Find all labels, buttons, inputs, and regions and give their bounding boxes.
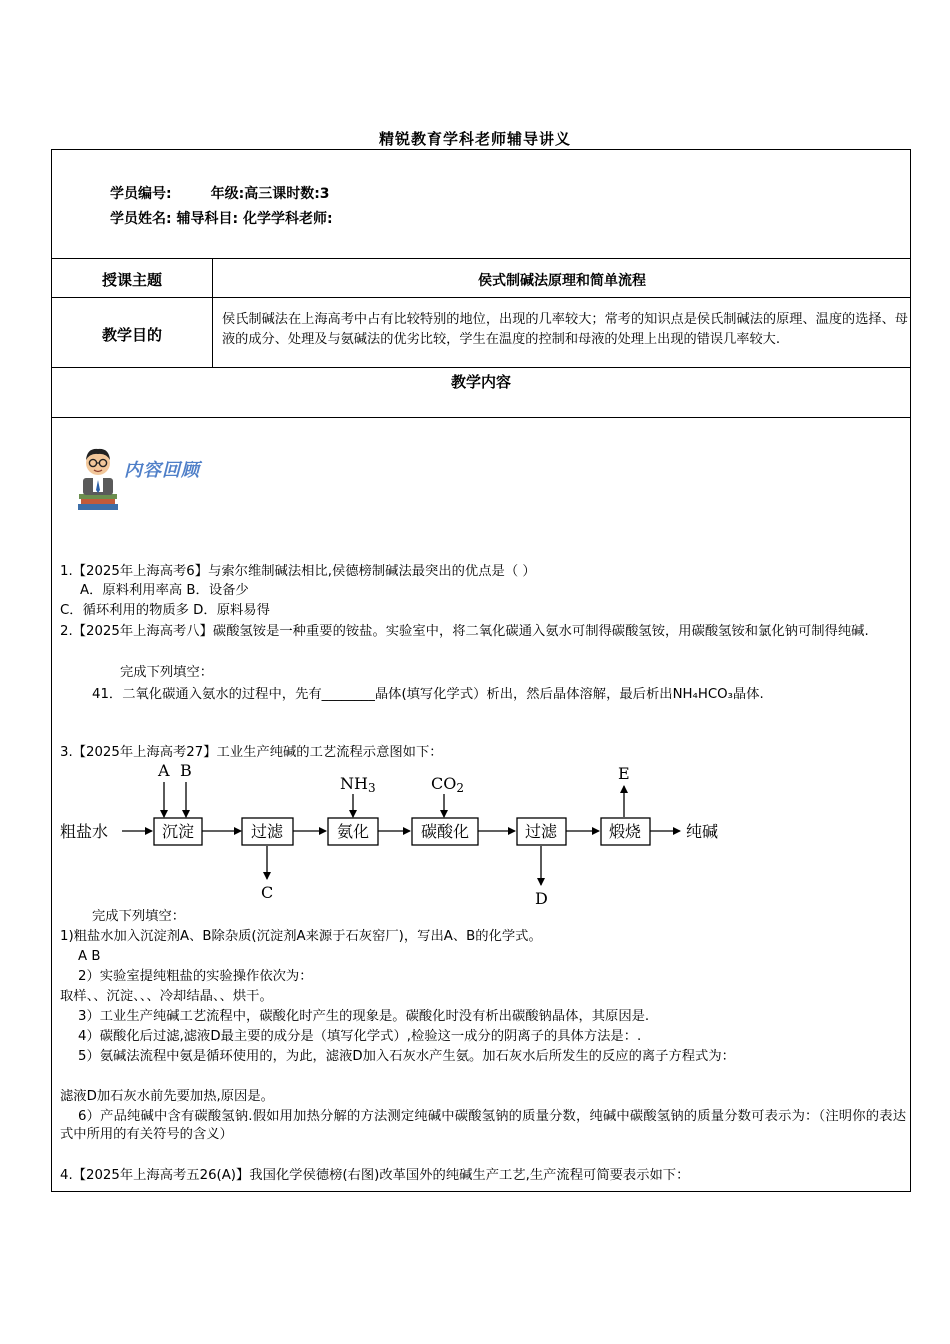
flow-end: 纯碱: [686, 822, 719, 841]
flow-step-2: 过滤: [251, 822, 284, 841]
page-title: 精锐教育学科老师辅导讲义: [378, 130, 571, 148]
divider: [52, 417, 910, 418]
purpose-text: 侯氏制碱法在上海高考中占有比较特别的地位，出现的几率较大；常考的知识点是侯氏制碱法的原理、温度的选择、母液的成分、处理及与氨碱法的优劣比较，学生在温度的控制和母液的处理上出现的错误几率较大.: [222, 312, 908, 347]
q3-part-3: 3）工业生产纯碱工艺流程中，碳酸化时产生的现象是。碳酸化时没有析出碳酸钠晶体，其原因是.: [78, 1009, 650, 1024]
q4-stem: 4.【2025年上海高考五26(A)】我国化学侯德榜(右图)改革国外的纯碱生产工艺,生产流程可简要表示如下：: [60, 1168, 690, 1183]
flow-input-a: A: [158, 762, 170, 780]
q1-options-cd: C．循环利用的物质多 D．原料易得: [60, 603, 270, 618]
lecture-table: [51, 149, 911, 1192]
flow-input-co2-sub: 2: [456, 781, 464, 795]
flow-input-b: B: [180, 762, 192, 780]
svg-text:CO2: [431, 774, 464, 795]
flow-step-5: 过滤: [525, 822, 558, 841]
q1-stem: 1.【2025年上海高考6】与索尔维制碱法相比,侯德榜制碱法最突出的优点是（ ）: [60, 564, 536, 579]
flow-output-e: E: [618, 764, 630, 783]
flow-step-1: 沉淀: [162, 822, 195, 841]
flow-start: 粗盐水: [60, 822, 109, 841]
svg-text:NH3: [340, 774, 376, 795]
content-heading: 教学内容: [450, 373, 511, 391]
q3-part-2-steps: 取样、、沉淀、、、冷却结晶、、烘干。: [60, 989, 273, 1004]
flow-step-4: 碳酸化: [421, 822, 470, 841]
process-flow-diagram: [58, 762, 758, 912]
divider: [52, 367, 910, 368]
q2-instruction: 完成下列填空：: [120, 665, 214, 680]
topic-label: 授课主题: [101, 271, 162, 289]
flow-step-6: 煅烧: [609, 822, 642, 841]
flow-input-nh3-sub: 3: [367, 781, 376, 795]
flow-output-d: D: [535, 889, 548, 908]
topic-value: 侯式制碱法原理和简单流程: [478, 273, 646, 289]
q3-part-4: 4）碳酸化后过滤,滤液D最主要的成分是（填写化学式）,检验这一成分的阴离子的具体方法是：.: [78, 1029, 642, 1044]
divider: [52, 297, 910, 298]
q3-part-6: 6）产品纯碱中含有碳酸氢钠.假如用加热分解的方法测定纯碱中碳酸氢钠的质量分数，纯碱中碳酸氢钠的质量分数可表示为：（注明你的表达式中所用的有关符号的含义）: [60, 1109, 906, 1142]
flow-input-co2: CO: [431, 774, 457, 793]
teacher-icon: [75, 444, 121, 512]
q1-options-ab: A．原料利用率高 B．设备少: [80, 583, 249, 598]
student-info-line-1: 学员编号: 年级:高三课时数:3: [110, 186, 330, 202]
q3-stem: 3.【2025年上海高考27】工业生产纯碱的工艺流程示意图如下：: [60, 745, 443, 760]
q3-instruction: 完成下列填空：: [92, 909, 186, 924]
divider: [52, 258, 910, 259]
review-title: 内容回顾: [124, 460, 200, 481]
flow-output-c: C: [261, 883, 274, 902]
purpose-label: 教学目的: [101, 326, 162, 344]
student-info-line-2: 学员姓名: 辅导科目: 化学学科老师:: [110, 211, 333, 227]
q3-part-1-answer: A B: [78, 949, 101, 964]
q2-item-41: 41．二氧化碳通入氨水的过程中，先有________晶体(填写化学式）析出，然后晶体溶解，最后析出NH₄HCO₃晶体.: [92, 687, 764, 702]
q3-part-5b: 滤液D加石灰水前先要加热,原因是。: [60, 1089, 274, 1104]
q2-stem: 2.【2025年上海高考八】碳酸氢铵是一种重要的铵盐。实验室中，将二氧化碳通入氨水可制得碳酸氢铵，用碳酸氢铵和氯化钠可制得纯碱.: [60, 624, 869, 639]
flow-input-nh3: NH: [340, 774, 368, 793]
q3-part-5: 5）氨碱法流程中氨是循环使用的，为此，滤液D加入石灰水产生氨。加石灰水后所发生的反应的离子方程式为：: [78, 1049, 735, 1064]
q3-part-1: 1)粗盐水加入沉淀剂A、B除杂质(沉淀剂A来源于石灰窑厂)，写出A、B的化学式。: [60, 929, 542, 944]
flow-step-3: 氨化: [337, 822, 370, 841]
q3-part-2: 2）实验室提纯粗盐的实验操作依次为：: [78, 969, 313, 984]
